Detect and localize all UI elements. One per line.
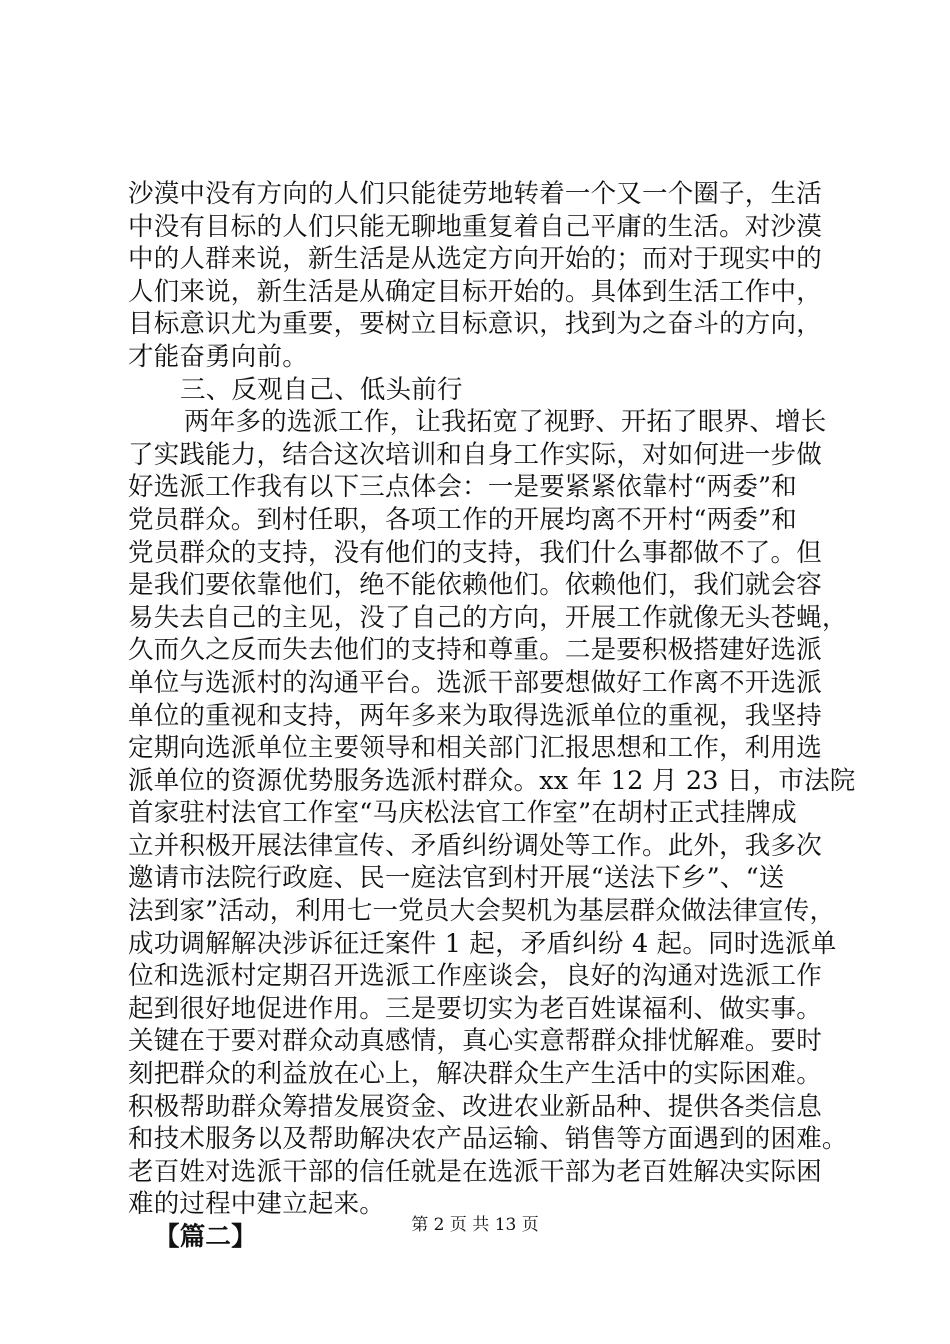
paragraph-line: 中的人群来说，新生活是从选定方向开始的；而对于现实中的 — [128, 244, 822, 275]
paragraph-line: 单位的重视和支持，两年多来为取得选派单位的重视，我坚持 — [128, 700, 822, 731]
paragraph-line: 是我们要依靠他们，绝不能依赖他们。依赖他们，我们就会容 — [128, 570, 822, 601]
paragraph-line: 刻把群众的利益放在心上，解决群众生产生活中的实际困难。 — [128, 1059, 822, 1090]
paragraph-line: 目标意识尤为重要，要树立目标意识，找到为之奋斗的方向， — [128, 309, 822, 340]
paragraph-line: 党员群众。到村任职，各项工作的开展均离不开村“两委”和 — [128, 504, 797, 535]
paragraph-line: 邀请市法院行政庭、民一庭法官到村开展“送法下乡”、“送 — [128, 863, 785, 894]
paragraph-line: 易失去自己的主见，没了自己的方向，开展工作就像无头苍蝇， — [128, 602, 848, 633]
paragraph-line: 沙漠中没有方向的人们只能徒劳地转着一个又一个圈子，生活 — [128, 179, 822, 209]
section-title: 【篇二】 — [154, 1222, 257, 1252]
paragraph-line: 单位与选派村的沟通平台。选派干部要想做好工作离不开选派 — [128, 667, 822, 698]
paragraph-line: 位和选派村定期召开选派工作座谈会，良好的沟通对选派工作 — [128, 961, 822, 992]
paragraph-line: 久而久之反而失去他们的支持和尊重。二是要积极搭建好选派 — [128, 635, 822, 666]
paragraph-line: 定期向选派单位主要领导和相关部门汇报思想和工作，利用选 — [128, 733, 822, 764]
paragraph-line: 派单位的资源优势服务选派村群众。xx 年 12 月 23 日，市法院 — [128, 765, 856, 796]
paragraph-line: 人们来说，新生活是从确定目标开始的。具体到生活工作中， — [128, 276, 822, 307]
paragraph-line: 老百姓对选派干部的信任就是在选派干部为老百姓解决实际困 — [128, 1156, 822, 1187]
paragraph-line: 党员群众的支持，没有他们的支持，我们什么事都做不了。但 — [128, 537, 822, 568]
paragraph-line: 了实践能力，结合这次培训和自身工作实际，对如何进一步做 — [128, 439, 822, 470]
paragraph-line: 积极帮助群众筹措发展资金、改进农业新品种、提供各类信息 — [128, 1091, 822, 1122]
paragraph-line: 起到很好地促进作用。三是要切实为老百姓谋福利、做实事。 — [128, 993, 822, 1024]
paragraph-line: 中没有目标的人们只能无聊地重复着自己平庸的生活。对沙漠 — [128, 211, 822, 242]
section-heading: 三、反观自己、低头前行 — [180, 374, 463, 405]
paragraph-line: 关键在于要对群众动真感情，真心实意帮群众排忧解难。要时 — [128, 1026, 822, 1057]
paragraph-line: 才能奋勇向前。 — [128, 341, 308, 372]
paragraph-line: 好选派工作我有以下三点体会：一是要紧紧依靠村“两委”和 — [128, 472, 797, 503]
document-body — [128, 178, 856, 1254]
paragraph-line: 首家驻村法官工作室“马庆松法官工作室”在胡村正式挂牌成 — [128, 798, 797, 829]
paragraph-line: 法到家”活动，利用七一党员大会契机为基层群众做法律宣传， — [128, 896, 836, 927]
page-footer: 第 2 页 共 13 页 — [411, 1215, 539, 1235]
paragraph-line: 成功调解解决涉诉征迁案件 1 起，矛盾纠纷 4 起。同时选派单 — [128, 928, 837, 959]
paragraph-line: 难的过程中建立起来。 — [128, 1189, 386, 1220]
paragraph-first-line: 两年多的选派工作，让我拓宽了视野、开拓了眼界、增长 — [184, 407, 827, 438]
paragraph-line: 和技术服务以及帮助解决农产品运输、销售等方面遇到的困难。 — [128, 1124, 848, 1155]
paragraph-line: 立并积极开展法律宣传、矛盾纠纷调处等工作。此外，我多次 — [128, 830, 822, 861]
